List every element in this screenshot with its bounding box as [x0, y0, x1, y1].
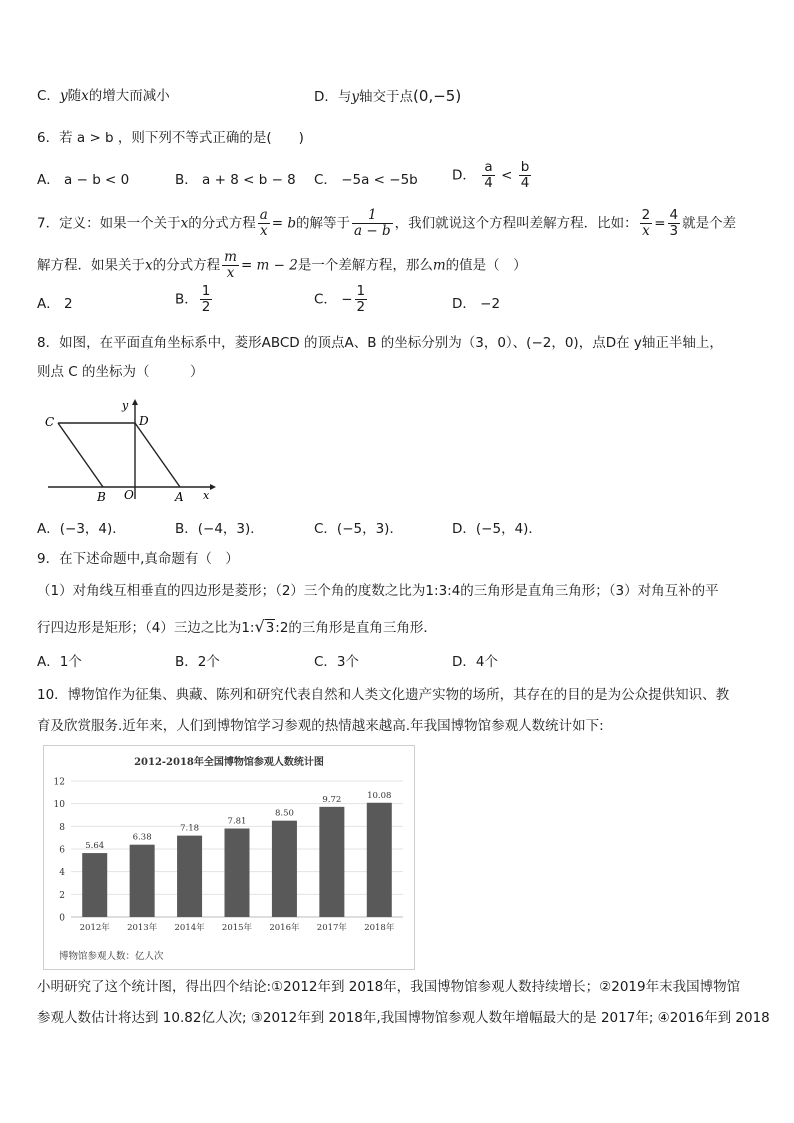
data-label: 10.08: [367, 790, 392, 801]
q7-option-c: C． − $\frac{1}{2}$: [314, 283, 366, 315]
y-axis-arrow: [132, 399, 138, 405]
data-label: 9.72: [322, 794, 342, 805]
bar: [177, 836, 202, 917]
q6-stem: 6．若 a > b ，则下列不等式正确的是( ): [37, 130, 304, 146]
y-tick-label: 8: [59, 822, 65, 833]
side-cb: [58, 423, 103, 487]
q10-line-1: 10．博物馆作为征集、典藏、陈列和研究代表自然和人类文化遗产实物的场所，其存在的目的是为公众提供知识、教: [37, 687, 730, 703]
label-o: O: [124, 488, 134, 502]
x-tick-label: 2014年: [174, 923, 205, 933]
q7-line-2: 解方程．如果关于x的分式方程 $\frac{m}{x}$ = m − 2是一个差解方程，那么m的值是（ ）: [37, 249, 527, 281]
museum-visitors-bar-chart: [43, 745, 415, 970]
label-b: B: [97, 490, 106, 504]
y-tick-label: 6: [59, 845, 65, 856]
y-tick-label: 2: [59, 890, 65, 901]
q9-option-c: C．3个: [314, 654, 360, 670]
bar: [319, 807, 344, 917]
bar: [367, 803, 392, 917]
q10-line-2: 育及欣赏服务.近年来，人们到博物馆学习参观的热情越来越高.年我国博物馆参观人数统计如下:: [37, 718, 604, 734]
q7-option-a: A． 2: [37, 296, 73, 312]
x-tick-label: 2016年: [269, 923, 300, 933]
y-tick-label: 10: [53, 800, 65, 811]
data-label: 5.64: [85, 841, 105, 852]
q9-line-2: 行四边形是矩形；（4）三边之比为1:√3:2的三角形是直角三角形．: [37, 617, 437, 636]
q6-option-b: B． a + 8 < b − 8: [175, 172, 296, 188]
label-a: A: [175, 490, 184, 504]
label-d: D: [139, 414, 149, 428]
q9-option-a: A．1个: [37, 654, 82, 670]
q9-option-d: D．4个: [452, 654, 498, 670]
q6-option-a: A． a − b < 0: [37, 172, 130, 188]
x-tick-label: 2018年: [364, 923, 395, 933]
q10-line-4: 参观人数估计将达到 10.82亿人次; ③2012年到 2018年,我国博物馆参观人数年增幅最大的是 2017年; ④2016年到 2018: [37, 1010, 770, 1026]
q8-rhombus-figure: [40, 395, 225, 505]
bar: [82, 853, 107, 917]
q7-line-1: 7．定义：如果一个关于x的分式方程 $\frac{a}{x}$ = b的解等于 $\frac{1}{a - b}$ ，我们就说这个方程叫差解方程．比如： $\frac{2}{x}$ = $\frac{4}{3}$ 就是个差: [37, 207, 737, 239]
x-tick-label: 2015年: [221, 923, 253, 933]
chart-title: 2012-2018年全国博物馆参观人数统计图: [134, 757, 324, 768]
q10-line-3: 小明研究了这个统计图，得出四个结论:①2012年到 2018年，我国博物馆参观人数持续增长；②2019年末我国博物馆: [37, 979, 741, 995]
data-label: 7.18: [180, 823, 200, 834]
q7-option-b: B． $\frac{1}{2}$: [175, 283, 211, 315]
sqrt-symbol: √: [254, 617, 265, 636]
x-axis-arrow: [210, 484, 216, 490]
data-label: 8.50: [274, 808, 294, 819]
data-label: 6.38: [132, 832, 152, 843]
q6-option-d: D． $\frac{a}{4}$ < $\frac{b}{4}$: [452, 159, 530, 191]
q5-option-d: D．与y轴交于点(0,−5): [314, 87, 462, 105]
x-tick-label: 2017年: [316, 923, 347, 933]
q8-line-2: 则点 C 的坐标为（ ）: [37, 364, 204, 380]
q8-option-a: A．(−3，4)．: [37, 521, 126, 537]
q5-option-c: C．y随x的增大而减小: [37, 88, 170, 104]
label-c: C: [45, 415, 55, 429]
q9-line-1: （1）对角线互相垂直的四边形是菱形；（2）三个角的度数之比为1:3:4的三角形是直角三角形；（3）对角互补的平: [37, 583, 719, 599]
bar: [272, 821, 297, 917]
label-y: y: [122, 399, 129, 412]
y-tick-label: 4: [59, 868, 65, 879]
side-da: [135, 423, 180, 487]
q8-option-d: D．(−5，4)．: [452, 521, 542, 537]
q9-option-b: B．2个: [175, 654, 220, 670]
label-x: x: [203, 489, 210, 502]
q9-stem: 9．在下述命题中,真命题有（ ）: [37, 551, 239, 567]
data-label: 7.81: [227, 816, 247, 827]
chart-unit-note: 博物馆参观人数：亿人次: [59, 951, 164, 962]
bar: [225, 828, 250, 917]
q8-option-c: C．(−5，3)．: [314, 521, 403, 537]
y-tick-label: 0: [59, 913, 65, 924]
x-tick-label: 2012年: [79, 923, 110, 933]
bar: [130, 845, 155, 917]
q6-option-c: C． −5a < −5b: [314, 172, 418, 188]
q8-option-b: B．(−4，3)．: [175, 521, 264, 537]
y-tick-label: 12: [53, 777, 65, 788]
x-tick-label: 2013年: [127, 923, 158, 933]
q8-line-1: 8．如图，在平面直角坐标系中，菱形ABCD 的顶点A、B 的坐标分别为（3，0）、(−2，0)，点D在 y轴正半轴上，: [37, 335, 723, 351]
q7-option-d: D． −2: [452, 296, 501, 312]
